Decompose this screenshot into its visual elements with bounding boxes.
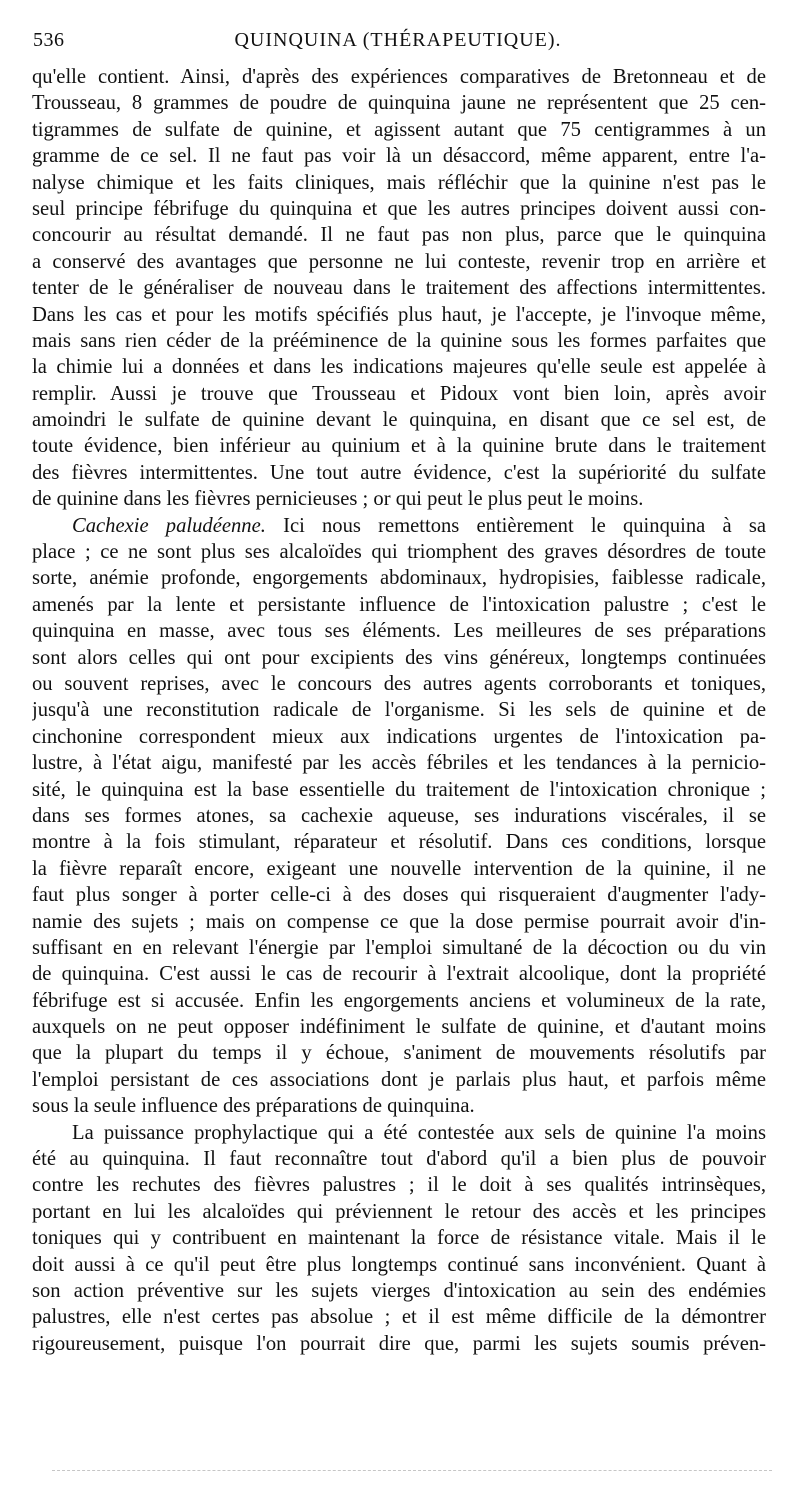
text-line: qu'elle contient. Ainsi, d'après des expériences comparatives de Bretonneau et de: [32, 66, 766, 88]
text-line: sité, le quinquina est la base essentielle du traitement de l'intoxication chronique ;: [32, 778, 766, 801]
text-line: la fièvre reparaît encore, exigeant une nouvelle intervention de la quinine, il ne: [32, 857, 766, 880]
text-line: lustre, à l'état aigu, manifesté par les accès fébriles et les tendances à la pernicio-: [32, 752, 766, 775]
text-line: La puissance prophylactique qui a été contestée aux sels de quinine l'a moins: [72, 1121, 766, 1144]
text-line: rigoureusement, puisque l'on pourrait dire que, parmi les sujets soumis préven-: [32, 1332, 766, 1355]
text-line: quinquina en masse, avec tous ses éléments. Les meilleures de ses préparations: [32, 620, 766, 643]
text-line: remplir. Aussi je trouve que Trousseau et Pidoux vont bien loin, après avoir: [32, 382, 766, 405]
text-line: amoindri le sulfate de quinine devant le quinquina, en disant que ce sel est, de: [32, 409, 766, 432]
footer-rule: [52, 1470, 772, 1471]
text-line: son action préventive sur les sujets vierges d'intoxication au sein des endémies: [32, 1279, 766, 1302]
text-line: gramme de ce sel. Il ne faut pas voir là un désaccord, même apparent, entre l'a-: [32, 145, 766, 168]
text-line: montre à la fois stimulant, réparateur et résolutif. Dans ces conditions, lorsque: [32, 831, 766, 854]
text-line: l'emploi persistant de ces associations dont je parlais plus haut, et parfois même: [32, 1068, 766, 1091]
text-line: sont alors celles qui ont pour excipients des vins généreux, longtemps continuées: [32, 646, 766, 669]
page-header: [33, 28, 763, 52]
text-line: place ; ce ne sont plus ses alcaloïdes qui triomphent des graves désordres de toute: [32, 541, 766, 564]
text-line: contre les rechutes des fièvres palustres ; il le doit à ses qualités intrinsèques,: [32, 1174, 766, 1197]
page-number: 536: [33, 29, 65, 51]
text-line: ou souvent reprises, avec le concours des autres agents corroborants et toniques,: [32, 672, 766, 695]
text-line: tigrammes de sulfate de quinine, et agissent autant que 75 centigrammes à un: [32, 118, 766, 141]
text-line: portant en lui les alcaloïdes qui préviennent le retour des accès et les principes: [32, 1200, 766, 1223]
text-line: de quinquina. C'est aussi le cas de recourir à l'extrait alcoolique, dont la propriété: [32, 963, 766, 986]
text-line: namie des sujets ; mais on compense ce que la dose permise pourrait avoir d'in-: [32, 910, 766, 933]
text-line: amenés par la lente et persistante influence de l'intoxication palustre ; c'est le: [32, 593, 766, 616]
text-line: mais sans rien céder de la prééminence de la quinine sous les formes parfaites que: [32, 329, 766, 352]
body-text: [32, 64, 766, 1357]
text-line: jusqu'à une reconstitution radicale de l'organisme. Si les sels de quinine et de: [32, 699, 766, 722]
text-line: la chimie lui a données et dans les indications majeures qu'elle seule est appelée à: [32, 356, 766, 379]
text-line: toute évidence, bien inférieur au quinium et à la quinine brute dans le traitement: [32, 435, 766, 458]
text-line: tenter de le généraliser de nouveau dans le traitement des affections intermittentes.: [32, 277, 766, 300]
text-line: cinchonine correspondent mieux aux indications urgentes de l'intoxication pa-: [32, 725, 766, 748]
text-line: de quinine dans les fièvres pernicieuses ; or qui peut le plus peut le moins.: [32, 488, 644, 511]
section-heading-italic: Cachexie paludéenne.: [72, 514, 266, 537]
section-lead-line: [32, 513, 766, 539]
text-line: que la plupart du temps il y échoue, s'animent de mouvements résolutifs par: [32, 1042, 766, 1065]
text-line: Trousseau, 8 grammes de poudre de quinquina jaune ne représentent que 25 cen-: [32, 92, 766, 115]
text-line: a conservé des avantages que personne ne lui conteste, revenir trop en arrière et: [32, 250, 766, 273]
text-line: été au quinquina. Il faut reconnaître tout d'abord qu'il a bien plus de pouvoir: [32, 1148, 766, 1171]
text-line: seul principe fébrifuge du quinquina et que les autres principes doivent aussi con-: [32, 197, 766, 220]
text-line: palustres, elle n'est certes pas absolue ; et il est même difficile de la démontrer: [32, 1306, 766, 1329]
text-line: fébrifuge est si accusée. Enfin les engorgements anciens et volumineux de la rate,: [32, 989, 766, 1012]
text-line: sous la seule influence des préparations de quinquina.: [32, 1095, 475, 1118]
section-lead-text: Ici nous remettons entièrement le quinquina à sa: [283, 514, 766, 537]
text-line: auxquels on ne peut opposer indéfiniment le sulfate de quinine, et d'autant moins: [32, 1016, 766, 1039]
text-line: des fièvres intermittentes. Une tout autre évidence, c'est la supériorité du sulfate: [32, 461, 766, 484]
text-line: dans ses formes atones, sa cachexie aqueuse, ses indurations viscérales, il se: [32, 804, 766, 827]
text-line: doit aussi à ce qu'il peut être plus longtemps continué sans inconvénient. Quant à: [32, 1253, 766, 1276]
running-title: QUINQUINA (THÉRAPEUTIQUE).: [234, 29, 562, 51]
text-line: Dans les cas et pour les motifs spécifiés plus haut, je l'accepte, je l'invoque même,: [32, 303, 766, 326]
text-line: sorte, anémie profonde, engorgements abdominaux, hydropisies, faiblesse radicale,: [32, 567, 766, 590]
text-line: concourir au résultat demandé. Il ne faut pas non plus, parce que le quinquina: [32, 224, 766, 247]
text-line: nalyse chimique et les faits cliniques, mais réfléchir que la quinine n'est pas le: [32, 171, 766, 194]
text-line: suffisant en en relevant l'énergie par l'emploi simultané de la décoction ou du vin: [32, 936, 766, 959]
text-line: faut plus songer à porter celle-ci à des doses qui risqueraient d'augmenter l'ady-: [32, 884, 766, 907]
text-line: toniques qui y contribuent en maintenant la force de résistance vitale. Mais il le: [32, 1227, 766, 1250]
